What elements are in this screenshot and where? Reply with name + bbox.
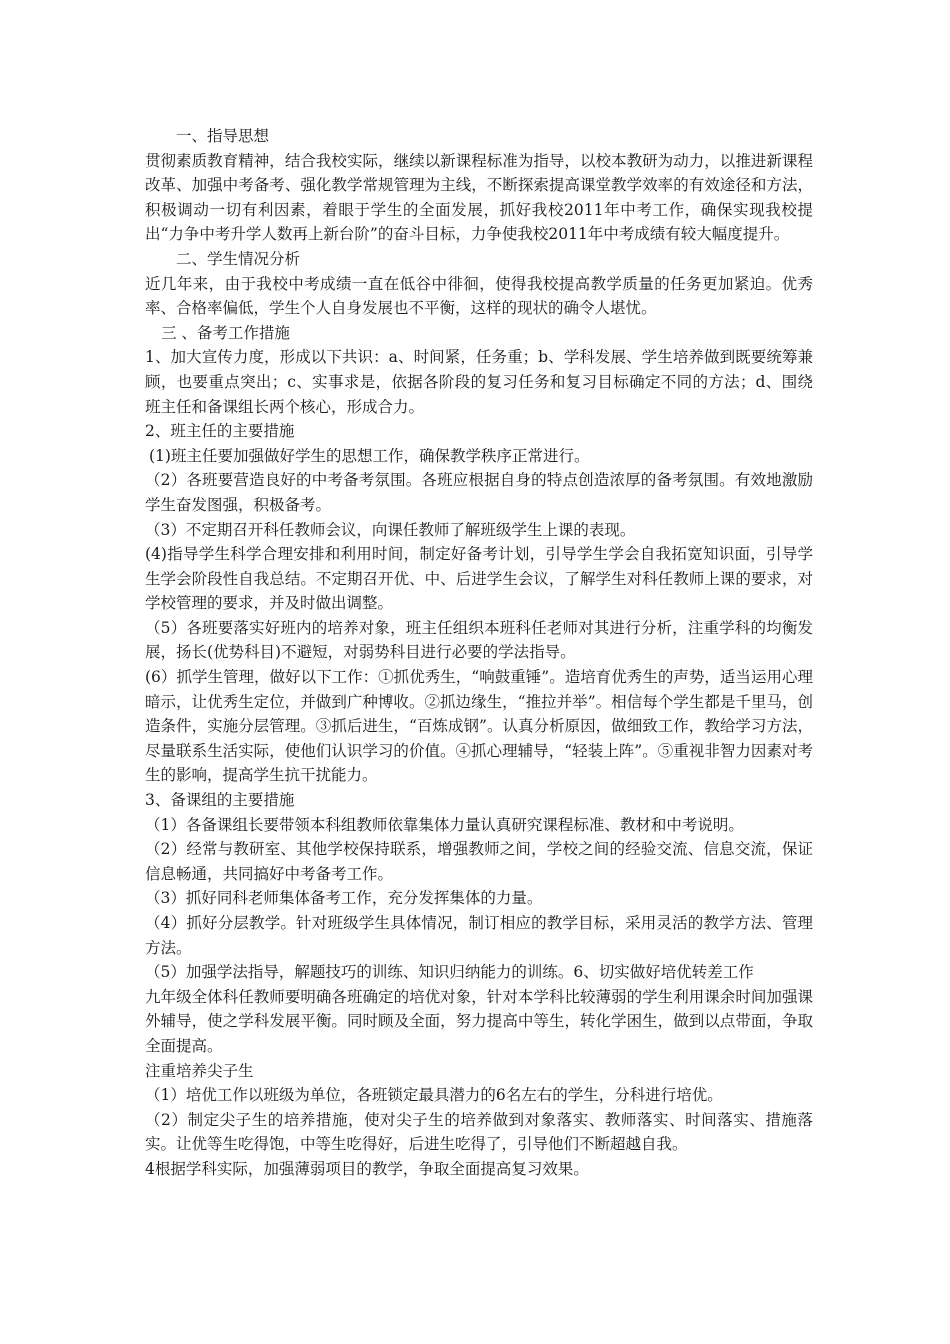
list-item: (4)指导学生科学合理安排和利用时间，制定好备考计划，引导学生学会自我拓宽知识面，引导学生学会阶段性自我总结。不定期召开优、中、后进学生会议，了解学生对科任教师上课的要求，对学校管理的要求，并及时做出调整。 [145, 545, 813, 613]
subheading-lesson-group-measures: 3、备课组的主要措施 [145, 791, 295, 810]
list-item: （5）加强学法指导，解题技巧的训练、知识归纳能力的训练。6、切实做好培优转差工作 [145, 963, 754, 982]
paragraph-guiding-ideology: 贯彻素质教育精神，结合我校实际，继续以新课程标准为指导，以校本教研为动力，以推进新课程改革、加强中考备考、强化教学常规管理为主线，不断探索提高课堂教学效率的有效途径和方法，积极调动一切有利因素，着眼于学生的全面发展，抓好我校2011年中考工作，确保实现我校提出“力争中考升学人数再上新台阶”的奋斗目标，力争使我校2011年中考成绩有较大幅度提升。 [145, 151, 813, 244]
list-item: （1）培优工作以班级为单位，各班锁定最具潜力的6名左右的学生，分科进行培优。 [145, 1086, 723, 1105]
section-heading-guiding-ideology: 一、指导思想 [176, 127, 270, 145]
subheading-class-teacher-measures: 2、班主任的主要措施 [145, 422, 295, 441]
subheading-top-students: 注重培养尖子生 [145, 1061, 254, 1080]
section-heading-student-analysis: 二、学生情况分析 [176, 249, 301, 268]
list-item: （1）各备课组长要带领本科组教师依靠集体力量认真研究课程标准、教材和中考说明。 [145, 815, 744, 834]
list-item: （3）抓好同科老师集体备考工作，充分发挥集体的力量。 [145, 889, 543, 908]
list-item: （5）各班要落实好班内的培养对象，班主任组织本班科任老师对其进行分析，注重学科的均衡发展，扬长(优势科目)不避短，对弱势科目进行必要的学法指导。 [145, 618, 813, 662]
list-item: （2）经常与教研室、其他学校保持联系，增强教师之间，学校之间的经验交流、信息交流，保证信息畅通，共同搞好中考备考工作。 [145, 840, 813, 883]
paragraph-weak-items: 4根据学科实际，加强薄弱项目的教学，争取全面提高复习效果。 [145, 1159, 589, 1178]
paragraph-tutoring: 九年级全体科任教师要明确各班确定的培优对象，针对本学科比较薄弱的学生利用课余时间加强课外辅导，使之学科发展平衡。同时顾及全面，努力提高中等生，转化学困生，做到以点带面，争取全面提高。 [145, 987, 813, 1055]
paragraph-consensus: 1、加大宣传力度，形成以下共识：a、时间紧，任务重；b、学科发展、学生培养做到既要统筹兼顾，也要重点突出；c、实事求是，依据各阶段的复习任务和复习目标确定不同的方法；d、围绕班主任和备课组长两个核心，形成合力。 [145, 348, 813, 416]
list-item: (1)班主任要加强做好学生的思想工作，确保教学秩序正常进行。 [149, 446, 590, 465]
paragraph-student-analysis: 近几年来，由于我校中考成绩一直在低谷中徘徊，使得我校提高教学质量的任务更加紧迫。优秀率、合格率偏低，学生个人自身发展也不平衡，这样的现状的确令人堪忧。 [145, 274, 813, 318]
list-item: （2）制定尖子生的培养措施，使对尖子生的培养做到对象落实、教师落实、时间落实、措施落实。让优等生吃得饱，中等生吃得好，后进生吃得了，引导他们不断超越自我。 [145, 1110, 813, 1154]
list-item: （4）抓好分层教学。针对班级学生具体情况，制订相应的教学目标，采用灵活的教学方法、管理方法。 [145, 914, 813, 957]
section-heading-exam-measures: 三 、备考工作措施 [161, 323, 290, 342]
list-item: (6）抓学生管理，做好以下工作：①抓优秀生，“响鼓重锤”。造培育优秀生的声势，适当运用心理暗示，让优秀生定位，并做到广种博收。②抓边缘生，“推拉并举”。相信每个学生都是千里马，创造条件，实施分层管理。③抓后进生，“百炼成钢”。认真分析原因，做细致工作，教给学习方法，尽量联系生活实际，使他们认识学习的价值。④抓心理辅导，“轻装上阵”。⑤重视非智力因素对考生的影响，提高学生抗干扰能力。 [145, 668, 813, 785]
document-body [145, 124, 813, 1182]
list-item: （3）不定期召开科任教师会议，向课任教师了解班级学生上课的表现。 [145, 520, 636, 539]
list-item: （2）各班要营造良好的中考备考氛围。各班应根据自身的特点创造浓厚的备考氛围。有效地激励学生奋发图强，积极备考。 [145, 471, 813, 514]
